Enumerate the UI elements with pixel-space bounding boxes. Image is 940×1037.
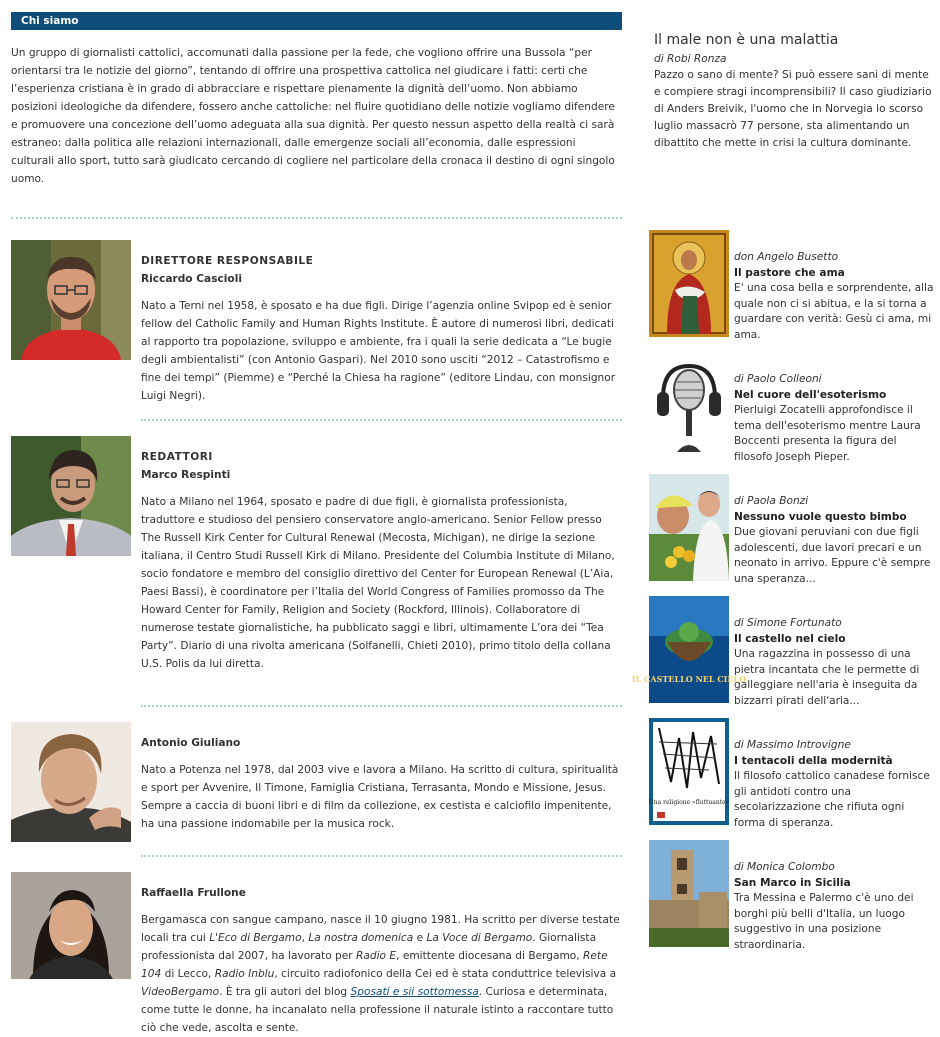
intro-text: Un gruppo di giornalisti cattolici, accomunati dalla passione per la fede, che vogliono offrire una Bussola “per orientarsi tra le notizie del giorno”, tentando di offrire una prospettiva cattolica nel giudicare i fatti: certi che l’esperienza cristiana è in grado di abbracciare e rispettare pienamente la dignità dell’uomo. Non abbiamo posizioni ideologiche da difendere, fossero anche cattoliche: nel fluire quotidiano delle notizie vogliamo difendere e promuovere una concezione dell’uomo adeguata alla sua dignità. Per questo nessun aspetto della realtà ci sarà estraneo: dalla politica alle relazioni internazionali, dalle emergenze sociali all’economia, dalle espressioni culturali allo sport, tutto sarà giudicato cercando di cogliere nel particolare della cronaca il destino di ogni singolo uomo. [11, 47, 615, 185]
article-title[interactable]: Il pastore che ama [734, 266, 845, 279]
separator [11, 217, 622, 219]
article-author: di Monica Colombo [734, 861, 835, 873]
article-summary: Pierluigi Zocatelli approfondisce il tema dell'esoterismo mentre Laura Boccenti presenta la figura del filosofo Joseph Pieper. [734, 404, 921, 463]
article-author: di Simone Fortunato [734, 617, 842, 629]
poster-text: IL CASTELLO NEL CIELO [631, 674, 747, 684]
article-author: di Massimo Introvigne [734, 739, 851, 751]
featured-text: Pazzo o sano di mente? Si può essere sani di mente e compiere stragi incomprensibili? Il caso giudiziario di Anders Breivik, l'uomo che in Norvegia lo scorso luglio massacrò 77 persone, sta alimentando un dibattito che mette in crisi la cultura dominante. [654, 69, 932, 149]
article-title[interactable]: Il castello nel cielo [734, 632, 846, 645]
separator [141, 855, 622, 857]
article-title[interactable]: I tentacoli della modernità [734, 754, 893, 767]
article-summary: E' una cosa bella e sorprendente, alla quale non ci si abitua, e la si torna a guardare con verità: Gesù ci ama, mi ama. [734, 282, 934, 341]
staff-name: Riccardo Cascioli [141, 273, 242, 285]
separator [141, 705, 622, 707]
article-title[interactable]: San Marco in Sicilia [734, 876, 851, 889]
article-thumbnail[interactable] [631, 596, 747, 703]
staff-role: DIRETTORE RESPONSABILE [141, 255, 314, 267]
article-summary: Tra Messina e Palermo c'è uno dei borghi più belli d'Italia, un luogo suggestivo in una posizione straordinaria. [734, 892, 914, 951]
blog-link[interactable]: Sposati e sii sottomessa [350, 986, 479, 998]
article-summary: Due giovani peruviani con due figli adolescenti, due lavori precari e un neonato in arrivo. Eppure c'è sempre una speranza... [734, 526, 931, 585]
article-thumbnail[interactable] [649, 840, 729, 947]
staff-bio: Nato a Milano nel 1964, sposato e padre di due figli, è giornalista professionista, traduttore e studioso del pensiero conservatore anglo-americano. Senior Fellow presso The Russell Kirk Center for Cultural Renewal (Mecosta, Michigan), ne dirige la sezione italiana, il Centro Studi Russell Kirk di Milano. Presidente del Columbia Institute di Milano, socio fondatore e membro del consiglio direttivo del Center for European Renewal (L’Aia, Paesi Bassi), è coordinatore per l’Italia del World Congress of Families promosso da The Howard Center for Family, Religion and Society (Rockford, Illinois). Collaboratore di numerose testate giornalistiche, ha pubblicato saggi e libri, ultimamente L’ora dei “Tea Party”. Diario di una rivolta americana (Solfanelli, Chieti 2010), primo titolo della collana U.S. Polis da lui diretta. [141, 496, 615, 670]
staff-bio: Nato a Terni nel 1958, è sposato e ha due figli. Dirige l’agenzia online Svipop ed è senior fellow del Catholic Family and Human Rights Institute. È autore di numerosi libri, dedicati al rapporto tra popolazione, sviluppo e ambiente, fra i quali la serie dedicata a “Le bugie degli ambientalisti” (con Antonio Gaspari). Nel 2010 sono usciti “2012 – Catastrofismo e fine dei tempi” (Piemme) e “Perché la Chiesa ha ragione” (editore Lindau, con monsignor Luigi Negri). [141, 300, 616, 402]
article-summary: Il filosofo cattolico canadese fornisce gli antidoti contro una secolarizzazione che rifiuta ogni forma di speranza. [734, 770, 930, 829]
cover-text: Una religione «fluttuante» [648, 799, 730, 806]
featured-title[interactable]: Il male non è una malattia [654, 32, 839, 48]
article-title[interactable]: Nessuno vuole questo bimbo [734, 510, 907, 523]
staff-photo [11, 240, 131, 360]
article-title[interactable]: Nel cuore dell'esoterismo [734, 388, 887, 401]
featured-author: di Robi Ronza [654, 53, 727, 65]
article-thumbnail[interactable] [649, 230, 729, 337]
staff-name: Antonio Giuliano [141, 737, 241, 749]
staff-name: Raffaella Frullone [141, 887, 246, 899]
article-author: di Paola Bonzi [734, 495, 809, 507]
article-thumbnail[interactable] [649, 474, 729, 581]
staff-bio: Nato a Potenza nel 1978, dal 2003 vive e lavora a Milano. Ha scritto di cultura, spiritualità e sport per Avvenire, Il Timone, Famiglia Cristiana, Terrasanta, Mondo e Missione, Jesus. Sempre a caccia di buoni libri e di film da collezione, ex cestista e calciofilo impenitente, ha una passione indomabile per la musica rock. [141, 764, 619, 830]
article-summary: Una ragazzina in possesso di una pietra incantata che le permette di galleggiare nell'aria è inseguita da bizzarri pirati dell'aria... [734, 648, 920, 707]
section-header: Chi siamo [11, 12, 622, 30]
article-author: don Angelo Busetto [734, 251, 839, 263]
separator [141, 419, 622, 421]
article-thumbnail[interactable] [649, 352, 729, 459]
staff-bio: Bergamasca con sangue campano, nasce il 10 giugno 1981. Ha scritto per diverse testate locali tra cui L'Eco di Bergamo, La nostra domenica e La Voce di Bergamo. Giornalista professionista dal 2007, ha lavorato per Radio E, emittente diocesana di Bergamo, Rete 104 di Lecco, Radio Inblu, circuito radiofonico della Cei ed è stata conduttrice televisiva a VideoBergamo. È tra gli autori del blog Sposati e sii sottomessa. Curiosa e determinata, come tutte le donne, ha incanalato nella professione il naturale istinto a raccontare tutto ciò che vede, ascolta e sente. [141, 914, 620, 1034]
staff-photo [11, 722, 131, 842]
main-column [11, 12, 622, 1034]
staff-role: REDATTORI [141, 451, 213, 463]
staff-name: Marco Respinti [141, 469, 231, 481]
staff-photo [11, 872, 131, 979]
staff-photo [11, 436, 131, 556]
article-thumbnail[interactable] [649, 718, 729, 825]
article-author: di Paolo Colleoni [734, 373, 822, 385]
